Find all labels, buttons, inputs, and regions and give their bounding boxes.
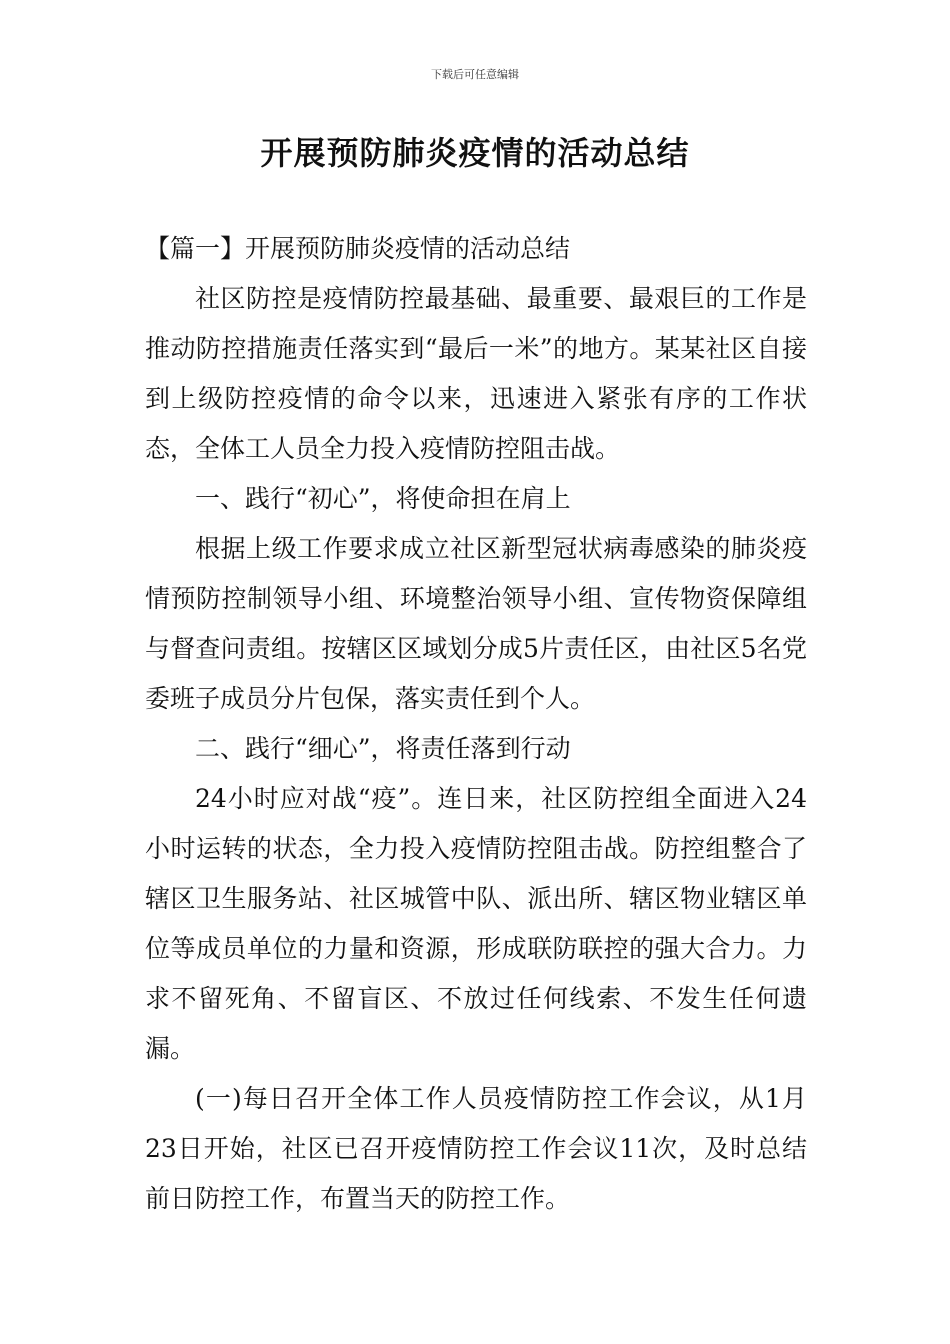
- paragraph-intro: 社区防控是疫情防控最基础、最重要、最艰巨的工作是推动防控措施责任落实到“最后一米”的地方。某某社区自接到上级防控疫情的命令以来，迅速进入紧张有序的工作状态，全体工人员全力投入疫情防控阻击战。: [145, 284, 807, 463]
- paragraph-1: 根据上级工作要求成立社区新型冠状病毒感染的肺炎疫情预防控制领导小组、环境整治领导小组、宣传物资保障组与督查问责组。按辖区区域划分成5片责任区，由社区5名党委班子成员分片包保，落实责任到个人。: [145, 534, 807, 713]
- section-heading: 【篇一】开展预防肺炎疫情的活动总结: [145, 234, 571, 263]
- document-title: 开展预防肺炎疫情的活动总结: [260, 134, 690, 172]
- header-note: 下载后可任意编辑: [431, 68, 519, 81]
- subheading-1: 一、践行“初心”，将使命担在肩上: [195, 484, 571, 513]
- subheading-2: 二、践行“细心”，将责任落到行动: [195, 734, 571, 763]
- paragraph-3: (一)每日召开全体工作人员疫情防控工作会议，从1月23日开始，社区已召开疫情防控工作会议11次，及时总结前日防控工作，布置当天的防控工作。: [145, 1084, 807, 1213]
- document-body: [145, 224, 807, 1224]
- paragraph-2: 24小时应对战“疫”。连日来，社区防控组全面进入24小时运转的状态，全力投入疫情防控阻击战。防控组整合了辖区卫生服务站、社区城管中队、派出所、辖区物业辖区单位等成员单位的力量和资源，形成联防联控的强大合力。力求不留死角、不留盲区、不放过任何线索、不发生任何遗漏。: [145, 784, 807, 1063]
